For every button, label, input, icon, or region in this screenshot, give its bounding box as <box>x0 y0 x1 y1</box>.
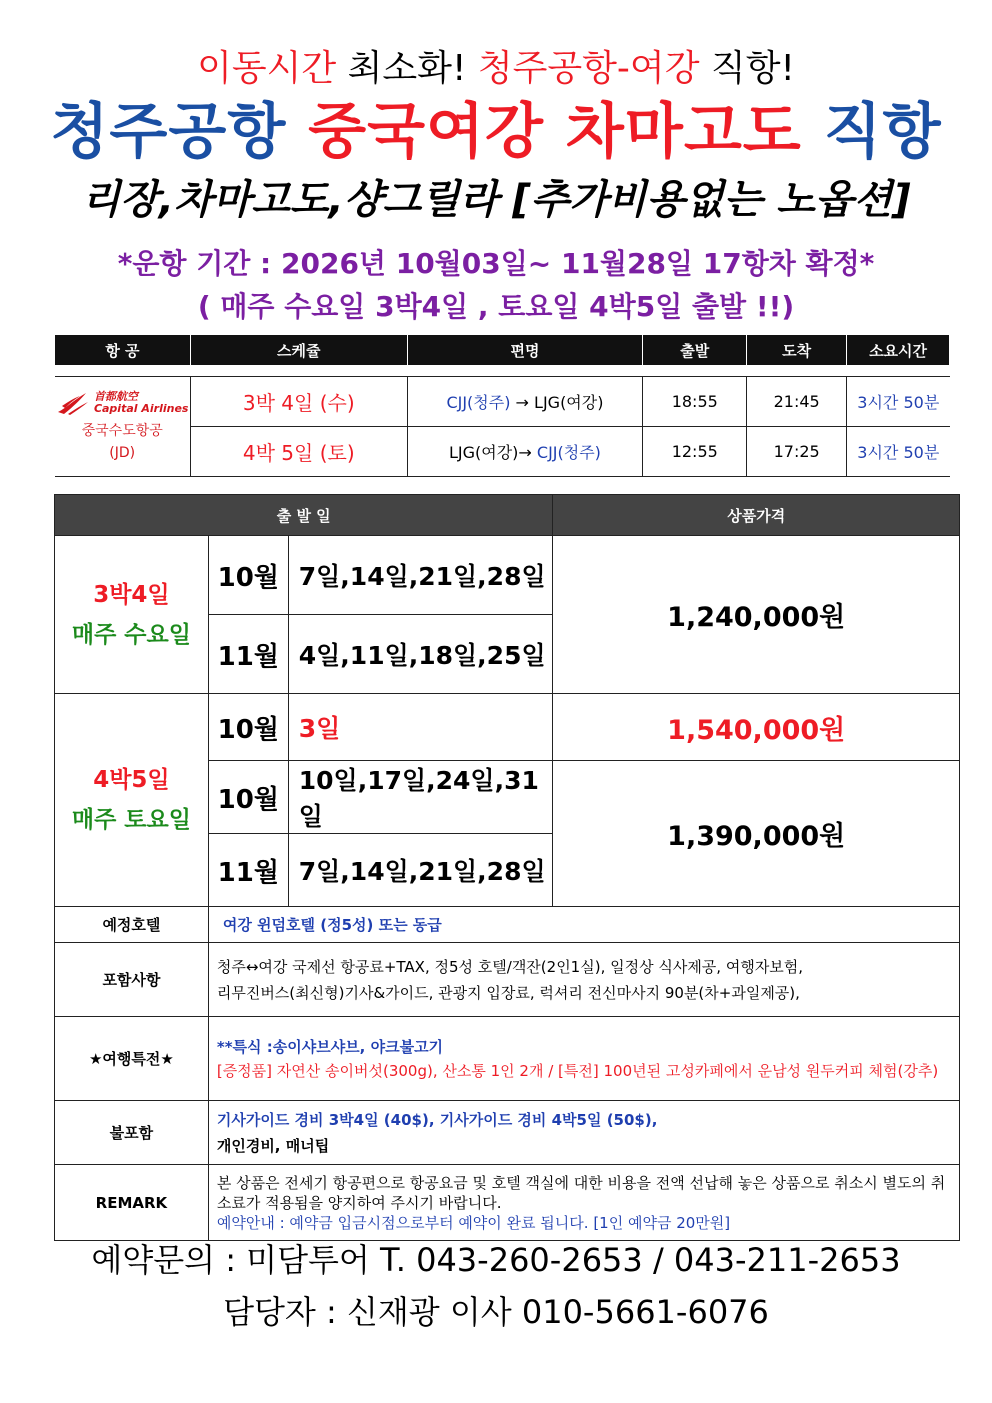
schedule-cell: 4박 5일 (토) <box>190 427 407 477</box>
col-airline: 항 공 <box>55 335 191 366</box>
depart-cell: 18:55 <box>643 377 747 427</box>
duration-cell: 3시간 50분 <box>847 377 950 427</box>
special-row <box>55 1017 960 1101</box>
airline-logo <box>55 390 190 416</box>
days-cell: 4일,11일,18일,25일 <box>288 615 553 694</box>
group-4n5d <box>55 694 209 907</box>
col-schedule: 스케쥴 <box>190 335 407 366</box>
special-label: ★여행특전★ <box>55 1017 209 1101</box>
departure-days: ( 매주 수요일 3박4일 , 토요일 4박5일 출발 !!) <box>197 290 795 323</box>
headline-1-b: 최소화! <box>336 48 478 89</box>
month-cell: 10월 <box>208 536 288 615</box>
price-cell: 1,540,000원 <box>553 694 960 761</box>
flight-header-row <box>55 335 950 366</box>
hotel-label: 예정호텔 <box>55 907 209 943</box>
month-cell: 10월 <box>208 761 288 834</box>
remark-label: REMARK <box>55 1165 209 1241</box>
col-departure-date: 출 발 일 <box>55 495 553 536</box>
price-cell: 1,390,000원 <box>553 761 960 907</box>
headline-2-a: 청주공항 <box>50 97 309 167</box>
remark-row <box>55 1165 960 1241</box>
flight-table <box>54 334 950 477</box>
exclude-value: 기사가이드 경비 3박4일 (40$), 기사가이드 경비 4박5일 (50$), 개인경비, 매너팁 <box>208 1101 959 1165</box>
include-value: 청주↔여강 국제선 항공료+TAX, 정5성 호텔/객잔(2인1실), 일정상 식사제공, 여행자보험, 리무진버스(최신형)기사&가이드, 관광지 입장료, 럭셔리 전신마사지 90분(차+과일제공), <box>208 943 959 1017</box>
col-depart: 출발 <box>643 335 747 366</box>
airline-name: 중국수도항공 <box>81 422 163 439</box>
month-cell: 11월 <box>208 615 288 694</box>
headline-2 <box>0 92 992 172</box>
operation-period: *운항 기간 : 2026년 10월03일~ 11월28일 17항차 확정* <box>117 247 875 280</box>
month-cell: 11월 <box>208 834 288 907</box>
exclude-label: 불포함 <box>55 1101 209 1165</box>
depart-cell: 12:55 <box>643 427 747 477</box>
duration-cell: 3시간 50분 <box>847 427 950 477</box>
price-row <box>55 694 960 761</box>
arrive-cell: 21:45 <box>747 377 847 427</box>
include-row <box>55 943 960 1017</box>
group-sublabel: 매주 토요일 <box>71 807 191 833</box>
days-cell: 10일,17일,24일,31일 <box>288 761 553 834</box>
arrive-cell: 17:25 <box>747 427 847 477</box>
group-label: 3박4일 <box>93 581 170 608</box>
group-3n4d <box>55 536 209 694</box>
schedule-cell: 3박 4일 (수) <box>190 377 407 427</box>
headline-2-b: 중국여강 차마고도 <box>308 97 802 167</box>
col-flight: 편명 <box>407 335 643 366</box>
group-sublabel: 매주 수요일 <box>71 621 191 648</box>
capital-airlines-logo-icon <box>56 390 90 416</box>
flight-no-cell: LJG(여강)→ CJJ(청주) <box>407 427 643 477</box>
price-header-row <box>55 495 960 536</box>
include-label: 포함사항 <box>55 943 209 1017</box>
airline-code: (JD) <box>109 444 136 461</box>
exclude-row <box>55 1101 960 1165</box>
flight-no-cell: CJJ(청주) → LJG(여강) <box>407 377 643 427</box>
hotel-value: 여강 윈덤호텔 (정5성) 또는 동급 <box>208 907 959 943</box>
col-arrive: 도착 <box>747 335 847 366</box>
headline-1-c: 청주공항-여강 <box>477 48 700 89</box>
days-cell: 7일,14일,21일,28일 <box>288 834 553 907</box>
flight-row <box>55 377 950 427</box>
days-cell: 3일 <box>288 694 553 761</box>
hotel-row <box>55 907 960 943</box>
price-cell: 1,240,000원 <box>553 536 960 694</box>
manager-info: 담당자 : 신재광 이사 010-5661-6076 <box>223 1293 769 1331</box>
price-row <box>55 536 960 615</box>
airline-logo-cn: 首都航空 <box>93 389 138 403</box>
col-duration: 소요시간 <box>847 335 950 366</box>
price-table <box>54 494 960 1241</box>
headline-1-a: 이동시간 <box>197 48 337 89</box>
headline-1 <box>0 44 992 94</box>
group-label: 4박5일 <box>93 767 170 793</box>
headline-1-d: 직항! <box>699 48 795 89</box>
month-cell: 10월 <box>208 694 288 761</box>
remark-value: 본 상품은 전세기 항공편으로 항공요금 및 호텔 객실에 대한 비용을 전액 선납해 놓은 상품으로 취소시 별도의 취소료가 적용됨을 양지하여 주시기 바랍니다. 예약안내 : 예약금 입금시점으로부터 예약이 완료 됩니다. [1인 예약금 20만원] <box>208 1165 959 1241</box>
col-price: 상품가격 <box>553 495 960 536</box>
airline-logo-en: Capital Airlines <box>93 401 189 415</box>
contact-info: 예약문의 : 미담투어 T. 043-260-2653 / 043-211-2653 <box>91 1241 901 1279</box>
airline-cell <box>55 377 191 477</box>
headline-2-c: 직항 <box>801 97 942 167</box>
days-cell: 7일,14일,21일,28일 <box>288 536 553 615</box>
headline-3: 리장,차마고도,샹그릴라 [추가비용없는 노옵션] <box>81 177 911 223</box>
special-value: **특식 :송이샤브샤브, 야크불고기 [증정품] 자연산 송이버섯(300g), 산소통 1인 2개 / [특전] 100년된 고성카페에서 운남성 원두커피 체험(강추) <box>208 1017 959 1101</box>
